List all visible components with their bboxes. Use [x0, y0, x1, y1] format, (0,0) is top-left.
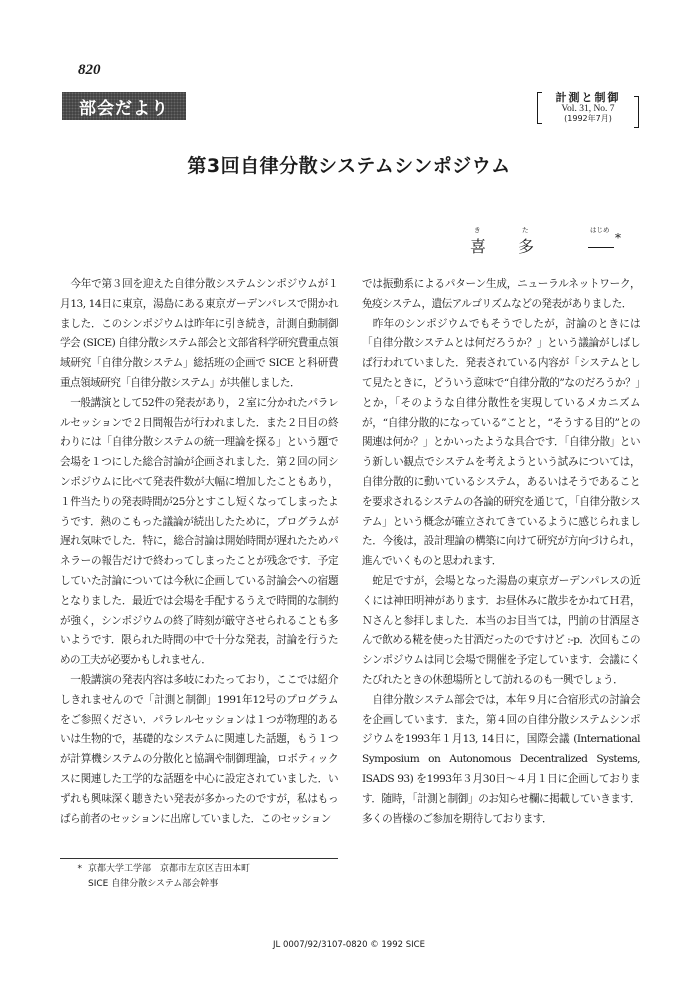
- author-name: [470, 225, 630, 255]
- article-title: 第3回自律分散システムシンポジウム: [187, 155, 511, 177]
- journal-volume: Vol. 31, No. 7: [561, 104, 615, 114]
- author-footnote-mark: *: [615, 231, 621, 245]
- author-ruby-1: き: [474, 226, 481, 234]
- journal-date: (1992年7月): [564, 114, 612, 123]
- author-ruby-2: た: [522, 226, 529, 234]
- author-char-1: 喜: [470, 237, 487, 256]
- footnote: [60, 862, 350, 892]
- footnote-affiliation: 京都大学工学部 京都市左京区吉田本町: [88, 864, 251, 874]
- footnote-divider: [60, 858, 338, 859]
- journal-info-box: [537, 92, 639, 126]
- author-char-3-glyph: [588, 247, 614, 248]
- body-column-right: では振動系によるパターン生成，ニューラルネットワーク，免疫システム，遺伝アルゴリズムなどの発表がありました． 昨年のシンポジウムでもそうでしたが，討論のときには「自律分散システムとは何だろうか？」という議論がしばしば行われていました．発表されている内容が「システムとして見たときに，どういう意味で“自律分散的”なのだろうか？」とか，「そのような自律分散性を実現しているメカニズムが，“自律分散的になっている”ことと，“そうする目的”との関連は何か？」とかいったような具合です．「自律分散」という新しい観点でシステムを考えようという試みについては，自律分散的に動いているシステム，あるいはそうであることを要求されるシステムの各論的研究を通じて，「自律分散システム」という概念が確立されてきているように感じられました．今後は，設計理論の構築に向けて研究が方向づけられ，進んでいくものと思われます． 蛇足ですが，会場となった湯島の東京ガーデンパレスの近くには神田明神があります．お昼休みに散歩をかねてＨ君，Ｎさんと参拝しました．本当のお目当ては，門前の甘酒屋さんで飲める糀を使った甘酒だったのですけど :-p．次回もこのシンポジウムは同じ会場で開催を予定しています．会議にくたびれたときの休憩場所として訪れるのも一興でしょう． 自律分散システム部会では，本年９月に合宿形式の討論会を企画しています．また，第４回の自律分散システムシンポジウムを1993年１月13, 14日に，国際会議 (International Symposium on Autonomous Decentralized Systems, ISADS 93) を1993年３月30日〜４月１日に企画しております．随時，「計測と制御」のお知らせ欄に掲載していきます．多くの皆様のご参加を期待しております．: [362, 278, 640, 825]
- footnote-mark: *: [77, 864, 82, 874]
- footnote-role: SICE 自律分散システム部会幹事: [88, 879, 219, 889]
- author-char-2: 多: [518, 237, 535, 256]
- section-tag: 部会だより: [62, 92, 186, 120]
- author-ruby-3: はじめ: [590, 226, 610, 234]
- journal-name: 計測と制御: [555, 91, 621, 104]
- page-number: 820: [78, 62, 101, 78]
- copyright-line: JL 0007/92/3107-0820 © 1992 SICE: [273, 940, 425, 950]
- author-char-3: [586, 234, 614, 257]
- body-column-left: 今年で第３回を迎えた自律分散システムシンポジウムが１月13, 14日に東京，湯島にある東京ガーデンパレスで開かれました．このシンポジウムは昨年に引き続き，計測自動制御学会 (SICE) 自律分散システム部会と文部省科学研究費重点領域研究「自律分散システム」総括班の企画で SICE と科研費重点領域研究「自律分散システム」が共催しました． 一般講演として52件の発表があり，２室に分かれたパラレルセッションで２日間報告が行われました．また２日目の終わりには「自律分散システムの統一理論を探る」という題で会場を１つにした総合討論が企画されました．第２回の同シンポジウムに比べて発表件数が大幅に増加したこともあり，１件当たりの発表時間が25分とすこし短くなってしまったようです．熱のこもった議論が続出したために，プログラムが遅れ気味でした．特に，総合討論は開始時間が遅れたためパネラーの報告だけで終わってしまったことが残念です．予定していた討論については今秋に企画している討論会への宿題となりました．最近では会場を手配するうえで時間的な制約が強く，シンポジウムの終了時刻が厳守させられることも多いようです．限られた時間の中で十分な発表，討論を行うための工夫が必要かもしれません． 一般講演の発表内容は多岐にわたっており，ここでは紹介しきれませんので「計測と制御」1991年12号のプログラムをご参照ください．パラレルセッションは１つが物理的あるいは生物的で，基礎的なシステムに関連した話題，もう１つが計算機システムの分散化と協調や制御理論，ロボティックスに関連した工学的な話題を中心に設定されていました．いずれも興味深く聴きたい発表が多かったのですが，私はもっぱら前者のセッションに出席していました．このセッション: [60, 278, 338, 825]
